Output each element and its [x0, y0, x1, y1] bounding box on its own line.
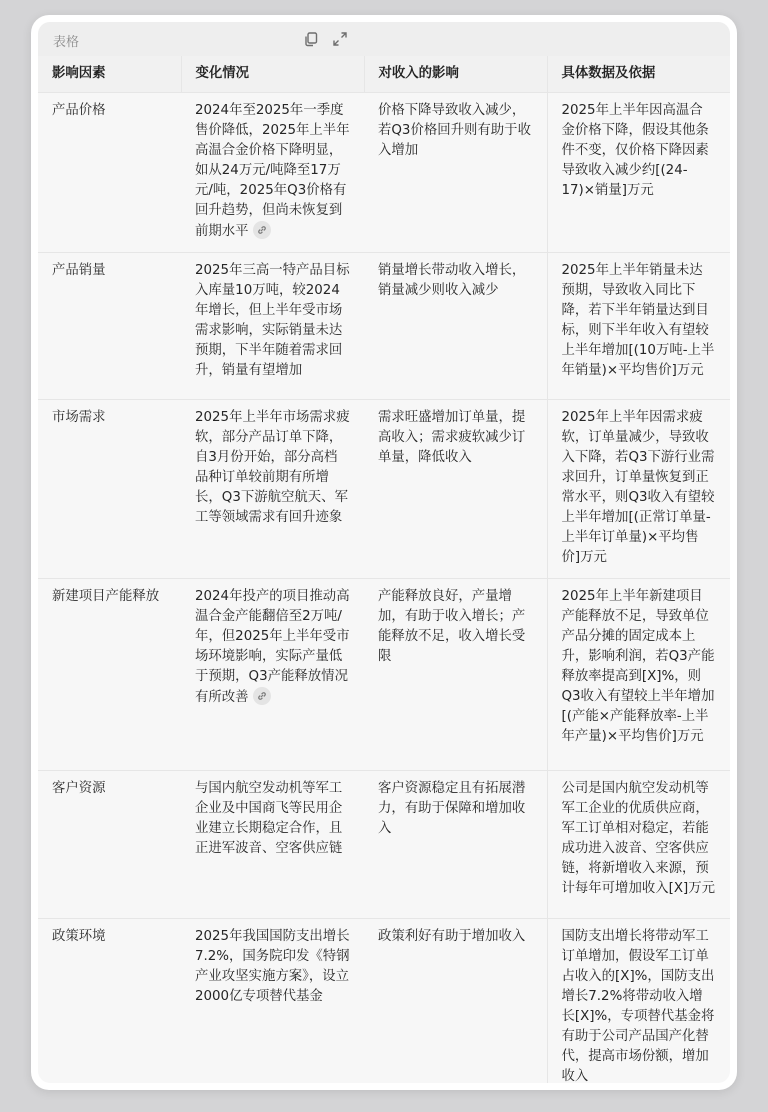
link-icon[interactable]: [253, 687, 271, 705]
table-toolbar: [38, 22, 730, 57]
table-label: 表格: [53, 35, 80, 50]
cell-factor: 政策环境: [52, 929, 106, 944]
table-card: [31, 15, 737, 1090]
cell-basis: 2025年上半年销量未达预期，导致收入同比下降，若下半年销量达到目标，则下半年收入有望较上半年增加[(10万吨-上半年销量)×平均售价]万元: [547, 253, 730, 400]
cell-basis: 2025年上半年因需求疲软，订单量减少，导致收入下降，若Q3下游行业需求回升，订单量恢复到正常水平，则Q3收入有望较上半年增加[(正常订单量-上半年订单量)×平均售价]万元: [547, 400, 730, 579]
header-factor: 影响因素: [38, 56, 181, 93]
cell-impact: 价格下降导致收入减少，若Q3价格回升则有助于收入增加: [364, 93, 547, 253]
table-row: [38, 579, 730, 771]
cell-basis: 2025年上半年新建项目产能释放不足，导致单位产品分摊的固定成本上升，影响利润，若Q3产能释放率提高到[X]%，则Q3收入有望较上半年增加[(产能×产能释放率-上半年产量)×平均售价]万元: [547, 579, 730, 771]
table-row: [38, 253, 730, 400]
cell-impact: 客户资源稳定且有拓展潜力，有助于保障和增加收入: [364, 771, 547, 919]
cell-impact: 政策利好有助于增加收入: [378, 929, 526, 944]
cell-change: [181, 579, 364, 771]
cell-basis: 公司是国内航空发动机等军工企业的优质供应商，军工订单相对稳定，若能成功进入波音、空客供应链，将新增收入来源，预计每年可增加收入[X]万元: [547, 771, 730, 919]
expand-icon[interactable]: [331, 30, 349, 48]
link-icon[interactable]: [253, 221, 271, 239]
table-container: [38, 22, 730, 1083]
cell-change: 2025年上半年市场需求疲软，部分产品订单下降，自3月份开始，部分高档品种订单较前期有所增长，Q3下游航空航天、军工等领域需求有回升迹象: [181, 400, 364, 579]
cell-factor: 新建项目产能释放: [38, 579, 181, 771]
table-row: [38, 919, 730, 1084]
cell-factor: 产品价格: [38, 93, 181, 253]
table-header-row: [38, 56, 730, 93]
cell-change-text: 2024年投产的项目推动高温合金产能翻倍至2万吨/年，但2025年上半年受市场环境影响，实际产量低于预期，Q3产能释放情况有所改善: [195, 589, 350, 705]
cell-impact: 产能释放良好，产量增加，有助于收入增长；产能释放不足，收入增长受限: [364, 579, 547, 771]
header-change: 变化情况: [181, 56, 364, 93]
cell-change: 2025年三高一特产品目标入库量10万吨，较2024年增长，但上半年受市场需求影响，实际销量未达预期，下半年随着需求回升，销量有望增加: [181, 253, 364, 400]
cell-factor: 市场需求: [38, 400, 181, 579]
cell-change-text: 2024年至2025年一季度售价降低，2025年上半年高温合金价格下降明显，如从24万元/吨降至17万元/吨，2025年Q3价格有回升趋势，但尚未恢复到前期水平: [195, 103, 350, 239]
cell-change: 与国内航空发动机等军工企业及中国商飞等民用企业建立长期稳定合作，且正进军波音、空客供应链: [181, 771, 364, 919]
cell-change: [181, 93, 364, 253]
cell-change: 2025年我国国防支出增长7.2%，国务院印发《特钢产业攻坚实施方案》，设立2000亿专项替代基金: [195, 929, 350, 1004]
cell-impact: 需求旺盛增加订单量，提高收入；需求疲软减少订单量，降低收入: [364, 400, 547, 579]
cell-basis: 2025年上半年因高温合金价格下降，假设其他条件不变，仅价格下降因素导致收入减少约[(24-17)×销量]万元: [547, 93, 730, 253]
data-table: [38, 56, 730, 1083]
table-row: [38, 400, 730, 579]
header-basis: 具体数据及依据: [547, 56, 730, 93]
cell-factor: 产品销量: [38, 253, 181, 400]
table-row: [38, 771, 730, 919]
copy-icon[interactable]: [302, 30, 320, 48]
cell-factor: 客户资源: [38, 771, 181, 919]
cell-basis: 国防支出增长将带动军工订单增加，假设军工订单占收入的[X]%，国防支出增长7.2%将带动收入增长[X]%，专项替代基金将有助于公司产品国产化替代，提高市场份额，增加收入: [547, 919, 730, 1084]
cell-impact: 销量增长带动收入增长，销量减少则收入减少: [364, 253, 547, 400]
header-impact: 对收入的影响: [364, 56, 547, 93]
table-row: [38, 93, 730, 253]
